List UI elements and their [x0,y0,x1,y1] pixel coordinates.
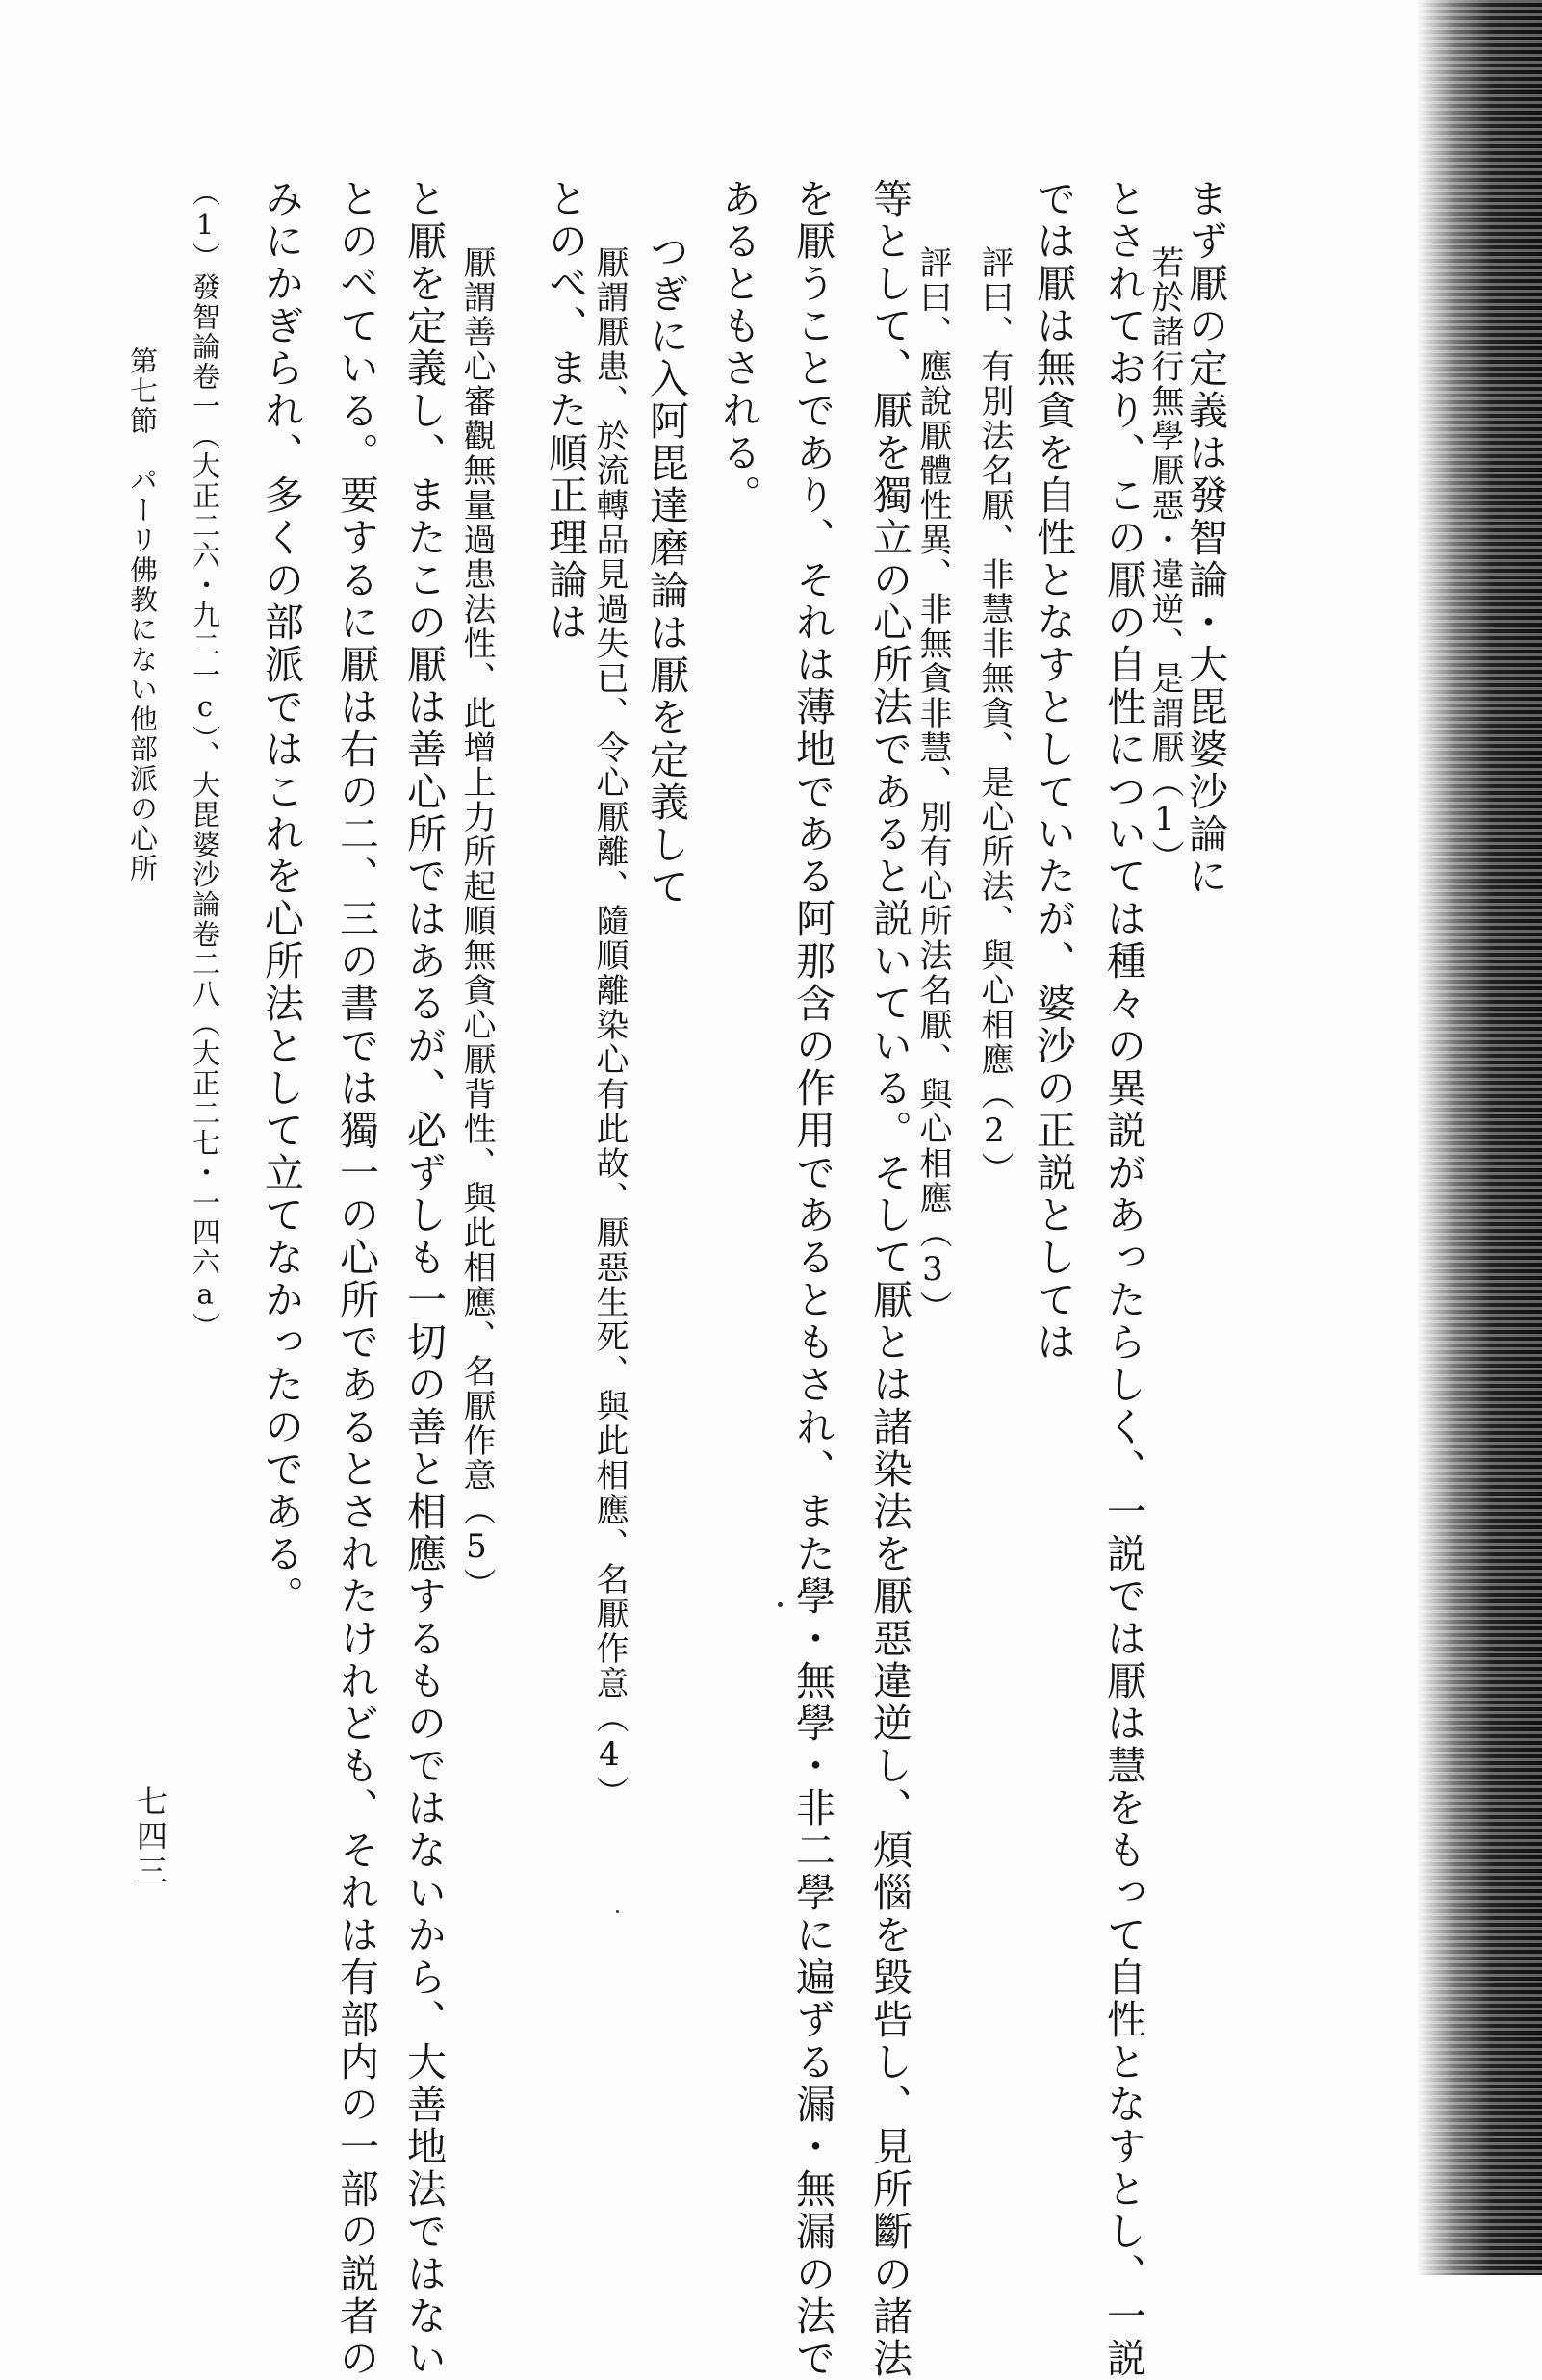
text-line-7: つぎに入阿毘達磨論は厭を定義して [643,231,689,908]
quote-line-1: 若於諸行無學厭惡・違逆、是謂厭（1） [1145,245,1184,875]
quote-line-2: 評曰、有別法名厭、非慧非無貪、是心所法、與心相應（2） [975,245,1014,1187]
running-head: 第七節 パーリ佛教にない他部派の心所 [126,346,159,883]
page-number: 七四三 [132,1785,168,1889]
text-line-6: あるともされる。 [715,178,761,517]
scan-shadow-edge [1417,0,1542,2275]
scan-speck [778,1602,783,1607]
text-line-4: 等として、厭を獨立の心所法であると説いている。そして厭とは諸染法を厭惡違逆し、煩惱を毀呰し、見所斷の諸法 [866,178,912,2380]
text-line-9: と厭を定義し、またこの厭は善心所ではあるが、必ずしも一切の善と相應するものではないから、大善地法ではない [400,178,447,2380]
text-line-1: まず厭の定義は發智論・大毘婆沙論に [1182,178,1228,898]
text-line-11: みにかぎられ、多くの部派ではこれを心所法として立てなかったのである。 [258,178,304,1618]
text-line-8: とのべ、また順正理論は [542,178,588,644]
text-line-3: では厭は無貪を自性となすとしていたが、婆沙の正説としては [1030,178,1076,1364]
text-line-2: とされており、この厭の自性については種々の異説があったらしく、一説では厭は慧をもって自性となすとし、一説 [1100,178,1146,2380]
quote-line-3: 評曰、應說厭體性異、非無貪非慧、別有心所法名厭、與心相應（3） [913,245,952,1325]
quote-line-4: 厭謂厭患、於流轉品見過失已、令心厭離、隨順離染心有此故、厭惡生死、與此相應、名厭作意（4） [590,245,629,1810]
scan-speck [616,1910,619,1913]
quote-line-5: 厭謂善心審觀無量過患法性、此增上力所起順無貪心厭背性、與此相應、名厭作意（5） [457,245,496,1602]
text-line-5: を厭うことであり、それは薄地である阿那含の作用であるともされ、また學・無學・非二學に遍ずる漏・無漏の法で [789,178,835,2380]
text-line-10: とのべている。要するに厭は右の二、三の書では獨一の心所であるとされたけれども、それは有部内の一部の説者の [333,178,379,2380]
footnote-1: （1）發智論卷一（大正二六・九二一c）、大毘婆沙論卷二八（大正二七・一四六a） [189,178,221,1343]
